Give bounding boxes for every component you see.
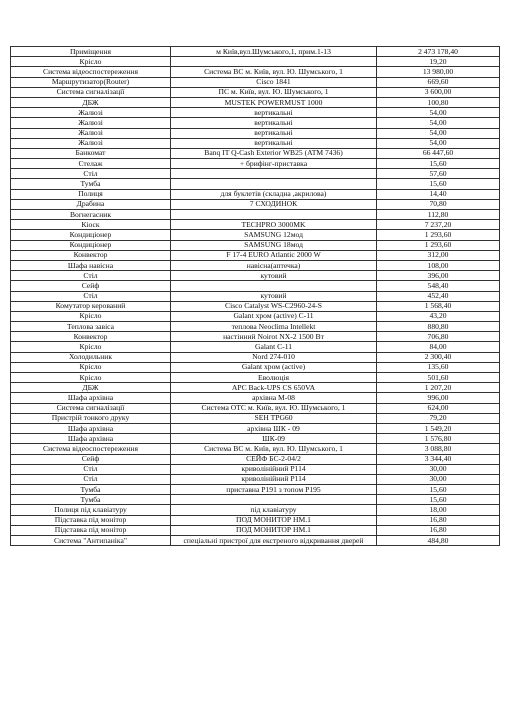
table-row	[11, 47, 500, 57]
asset-value-cell: 54,00	[377, 108, 500, 118]
asset-name-cell: Шафа архівна	[11, 423, 171, 433]
asset-name-cell: Комутатор керований	[11, 301, 171, 311]
asset-name-cell: Крісло	[11, 373, 171, 383]
asset-value-cell: 1 293,60	[377, 240, 500, 250]
asset-value-cell: 54,00	[377, 138, 500, 148]
table-row	[11, 291, 500, 301]
asset-description-cell: Galant C-11	[171, 342, 377, 352]
asset-name-cell: Кондиціонер	[11, 230, 171, 240]
asset-value-cell: 880,80	[377, 322, 500, 332]
asset-description-cell: APC Back-UPS CS 650VA	[171, 383, 377, 393]
asset-value-cell: 452,40	[377, 291, 500, 301]
asset-value-cell: 706,80	[377, 332, 500, 342]
asset-value-cell: 16,80	[377, 525, 500, 535]
asset-value-cell: 548,40	[377, 281, 500, 291]
table-row	[11, 311, 500, 321]
table-row	[11, 383, 500, 393]
asset-description-cell: вертикальні	[171, 108, 377, 118]
asset-value-cell: 54,00	[377, 118, 500, 128]
asset-name-cell: Шафа архівна	[11, 434, 171, 444]
asset-name-cell: Вогнегасник	[11, 210, 171, 220]
asset-description-cell: під клавіатуру	[171, 505, 377, 515]
asset-description-cell: TECHPRO 3000MK	[171, 220, 377, 230]
asset-description-cell: Galant хром (active) C-11	[171, 311, 377, 321]
table-row	[11, 515, 500, 525]
asset-name-cell: Приміщення	[11, 47, 171, 57]
asset-value-cell: 669,60	[377, 77, 500, 87]
table-row	[11, 525, 500, 535]
asset-description-cell: + брифінг-приставка	[171, 159, 377, 169]
asset-value-cell: 135,60	[377, 362, 500, 372]
asset-description-cell	[171, 210, 377, 220]
asset-description-cell: спеціальні пристрої для екстреного відкривання дверей	[171, 536, 377, 546]
asset-name-cell: Кіоск	[11, 220, 171, 230]
asset-description-cell: навісна(аптечка)	[171, 260, 377, 270]
asset-value-cell: 43,20	[377, 311, 500, 321]
asset-name-cell: ДБЖ	[11, 383, 171, 393]
asset-name-cell: Крісло	[11, 57, 171, 67]
asset-description-cell: м Київ,вул.Шумського,1, прим.1-13	[171, 47, 377, 57]
asset-description-cell: для буклетів (складна ,акрилова)	[171, 189, 377, 199]
asset-name-cell: Шафа архівна	[11, 393, 171, 403]
asset-value-cell: 70,80	[377, 199, 500, 209]
table-row	[11, 271, 500, 281]
asset-description-cell	[171, 495, 377, 505]
asset-description-cell: настінний Noirot NX-2 1500 Вт	[171, 332, 377, 342]
asset-name-cell: Система "Антипаніка"	[11, 536, 171, 546]
table-row	[11, 342, 500, 352]
asset-name-cell: Стіл	[11, 464, 171, 474]
table-row	[11, 220, 500, 230]
asset-description-cell: Еволюція	[171, 373, 377, 383]
table-row	[11, 495, 500, 505]
asset-description-cell: Galant хром (active)	[171, 362, 377, 372]
asset-name-cell: Маршрутизатор(Router)	[11, 77, 171, 87]
table-row	[11, 260, 500, 270]
asset-name-cell: Тумба	[11, 495, 171, 505]
asset-value-cell: 396,00	[377, 271, 500, 281]
asset-name-cell: Полиця	[11, 189, 171, 199]
asset-description-cell: СЕЙФ БС-2-04/2	[171, 454, 377, 464]
table-row	[11, 57, 500, 67]
table-row	[11, 362, 500, 372]
asset-description-cell	[171, 57, 377, 67]
asset-table	[10, 46, 500, 546]
table-row	[11, 403, 500, 413]
table-row	[11, 301, 500, 311]
asset-description-cell: SAMSUNG 18мод	[171, 240, 377, 250]
asset-name-cell: Стіл	[11, 474, 171, 484]
table-row	[11, 393, 500, 403]
asset-description-cell: ШК-09	[171, 434, 377, 444]
asset-description-cell: Banq IT Q-Cash Exterior WB25 (ATM 7436)	[171, 148, 377, 158]
asset-value-cell: 13 980,00	[377, 67, 500, 77]
asset-value-cell: 15,60	[377, 159, 500, 169]
asset-name-cell: Конвектор	[11, 332, 171, 342]
asset-value-cell: 624,00	[377, 403, 500, 413]
asset-description-cell: ПОД МОНИТОР НМ.1	[171, 525, 377, 535]
asset-description-cell: приставна Р191 з топом Р195	[171, 485, 377, 495]
asset-name-cell: Теплова завіса	[11, 322, 171, 332]
asset-name-cell: Тумба	[11, 485, 171, 495]
asset-name-cell: Кондиціонер	[11, 240, 171, 250]
asset-value-cell: 30,00	[377, 464, 500, 474]
asset-name-cell: Крісло	[11, 342, 171, 352]
table-row	[11, 97, 500, 107]
asset-name-cell: Жалюзі	[11, 138, 171, 148]
table-row	[11, 118, 500, 128]
table-row	[11, 210, 500, 220]
asset-name-cell: Жалюзі	[11, 118, 171, 128]
asset-description-cell: Cisco Catalyst WS-C2960-24-S	[171, 301, 377, 311]
asset-name-cell: Холодильник	[11, 352, 171, 362]
asset-value-cell: 15,60	[377, 485, 500, 495]
asset-name-cell: Жалюзі	[11, 108, 171, 118]
asset-name-cell: Система відеоспостереження	[11, 444, 171, 454]
table-row	[11, 434, 500, 444]
table-row	[11, 77, 500, 87]
asset-name-cell: Підставка під монітор	[11, 525, 171, 535]
asset-value-cell: 84,00	[377, 342, 500, 352]
table-row	[11, 250, 500, 260]
asset-description-cell: вертикальні	[171, 138, 377, 148]
table-row	[11, 536, 500, 546]
asset-value-cell: 112,80	[377, 210, 500, 220]
asset-name-cell: Система сигналізації	[11, 403, 171, 413]
asset-name-cell: Сейф	[11, 454, 171, 464]
asset-description-cell	[171, 169, 377, 179]
asset-description-cell: криволінійний Р114	[171, 464, 377, 474]
table-row	[11, 179, 500, 189]
asset-value-cell: 57,60	[377, 169, 500, 179]
table-row	[11, 138, 500, 148]
table-row	[11, 505, 500, 515]
table-row	[11, 159, 500, 169]
asset-description-cell: Nord 274-010	[171, 352, 377, 362]
table-row	[11, 322, 500, 332]
asset-description-cell: архівна ШК - 09	[171, 423, 377, 433]
table-row	[11, 464, 500, 474]
asset-value-cell: 30,00	[377, 474, 500, 484]
table-row	[11, 423, 500, 433]
asset-table-body	[11, 47, 500, 546]
asset-value-cell: 66 447,60	[377, 148, 500, 158]
asset-name-cell: Конвектор	[11, 250, 171, 260]
asset-value-cell: 79,20	[377, 413, 500, 423]
asset-value-cell: 15,60	[377, 495, 500, 505]
asset-name-cell: Драбина	[11, 199, 171, 209]
table-row	[11, 169, 500, 179]
asset-name-cell: Стіл	[11, 291, 171, 301]
asset-description-cell: кутовий	[171, 291, 377, 301]
asset-name-cell: Стелаж	[11, 159, 171, 169]
asset-description-cell	[171, 281, 377, 291]
table-row	[11, 444, 500, 454]
table-row	[11, 332, 500, 342]
asset-name-cell: Полиця під клавіатуру	[11, 505, 171, 515]
asset-description-cell: F 17-4 EURO Atlantic 2000 W	[171, 250, 377, 260]
asset-name-cell: Система сигналізації	[11, 87, 171, 97]
asset-value-cell: 19,20	[377, 57, 500, 67]
table-row	[11, 87, 500, 97]
table-row	[11, 148, 500, 158]
asset-value-cell: 3 344,40	[377, 454, 500, 464]
asset-description-cell: Cisco 1841	[171, 77, 377, 87]
asset-value-cell: 18,00	[377, 505, 500, 515]
table-row	[11, 413, 500, 423]
table-row	[11, 474, 500, 484]
asset-value-cell: 1 576,80	[377, 434, 500, 444]
asset-description-cell: теплова Neoclima Intellekt	[171, 322, 377, 332]
asset-description-cell: Система ВС м. Київ, вул. Ю. Шумського, 1	[171, 67, 377, 77]
asset-description-cell: кутовий	[171, 271, 377, 281]
table-row	[11, 352, 500, 362]
asset-value-cell: 1 293,60	[377, 230, 500, 240]
asset-name-cell: Шафа навісна	[11, 260, 171, 270]
table-row	[11, 373, 500, 383]
table-row	[11, 199, 500, 209]
table-row	[11, 189, 500, 199]
asset-name-cell: Стіл	[11, 169, 171, 179]
asset-value-cell: 1 549,20	[377, 423, 500, 433]
asset-description-cell	[171, 179, 377, 189]
asset-description-cell: ПС м. Київ, вул. Ю. Шумського, 1	[171, 87, 377, 97]
asset-name-cell: Сейф	[11, 281, 171, 291]
asset-name-cell: Стіл	[11, 271, 171, 281]
asset-description-cell: вертикальні	[171, 128, 377, 138]
asset-value-cell: 312,00	[377, 250, 500, 260]
asset-value-cell: 3 088,80	[377, 444, 500, 454]
asset-value-cell: 2 300,40	[377, 352, 500, 362]
table-row	[11, 454, 500, 464]
asset-description-cell: криволінійний Р114	[171, 474, 377, 484]
asset-value-cell: 54,00	[377, 128, 500, 138]
asset-value-cell: 996,00	[377, 393, 500, 403]
asset-value-cell: 14,40	[377, 189, 500, 199]
asset-name-cell: Крісло	[11, 311, 171, 321]
asset-description-cell: Система ВС м. Київ, вул. Ю. Шумського, 1	[171, 444, 377, 454]
asset-value-cell: 7 237,20	[377, 220, 500, 230]
asset-value-cell: 484,80	[377, 536, 500, 546]
table-row	[11, 230, 500, 240]
asset-value-cell: 1 207,20	[377, 383, 500, 393]
asset-name-cell: Система відеоспостереження	[11, 67, 171, 77]
asset-name-cell: ДБЖ	[11, 97, 171, 107]
asset-value-cell: 100,80	[377, 97, 500, 107]
asset-name-cell: Підставка під монітор	[11, 515, 171, 525]
asset-description-cell: 7 СХОДИНОК	[171, 199, 377, 209]
asset-name-cell: Банкомат	[11, 148, 171, 158]
table-row	[11, 67, 500, 77]
table-row	[11, 281, 500, 291]
table-row	[11, 128, 500, 138]
asset-description-cell: SAMSUNG 12мод	[171, 230, 377, 240]
asset-name-cell: Тумба	[11, 179, 171, 189]
table-row	[11, 108, 500, 118]
asset-value-cell: 3 600,00	[377, 87, 500, 97]
asset-description-cell: архівна М-08	[171, 393, 377, 403]
asset-value-cell: 501,60	[377, 373, 500, 383]
asset-value-cell: 108,00	[377, 260, 500, 270]
asset-value-cell: 2 473 178,40	[377, 47, 500, 57]
asset-description-cell: вертикальні	[171, 118, 377, 128]
asset-description-cell: MUSTEK POWERMUST 1000	[171, 97, 377, 107]
asset-value-cell: 16,80	[377, 515, 500, 525]
asset-description-cell: Система ОТС м. Київ, вул. Ю. Шумського, 1	[171, 403, 377, 413]
table-row	[11, 485, 500, 495]
asset-name-cell: Жалюзі	[11, 128, 171, 138]
asset-description-cell: ПОД МОНИТОР НМ.1	[171, 515, 377, 525]
asset-name-cell: Крісло	[11, 362, 171, 372]
table-row	[11, 240, 500, 250]
asset-name-cell: Пристрій тонкого друку	[11, 413, 171, 423]
asset-description-cell: SEH TPG60	[171, 413, 377, 423]
asset-value-cell: 15,60	[377, 179, 500, 189]
asset-value-cell: 1 568,40	[377, 301, 500, 311]
